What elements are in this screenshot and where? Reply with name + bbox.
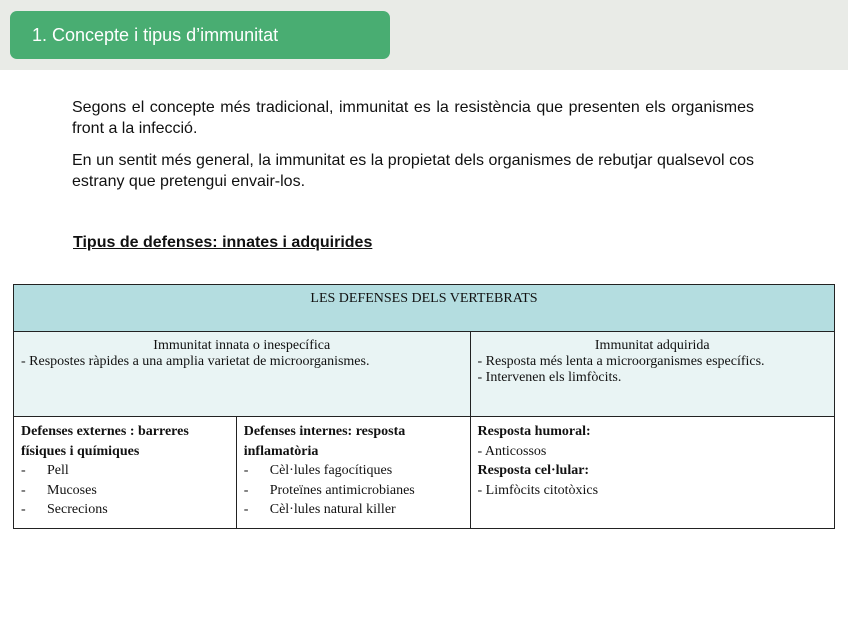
acquired-title: Immunitat adquirida bbox=[594, 338, 710, 353]
list-item: - Proteïnes antimicrobianes bbox=[244, 481, 470, 501]
innate-immunity-cell bbox=[14, 332, 471, 417]
subheading: Tipus de defenses: innates i adquirides bbox=[73, 234, 373, 251]
humoral-title: Resposta humoral: bbox=[477, 424, 591, 439]
cellular-title: Resposta cel·lular: bbox=[477, 463, 590, 478]
internal-list bbox=[244, 461, 470, 520]
list-item: - Cèl·lules fagocítiques bbox=[244, 461, 470, 481]
defenses-table bbox=[13, 284, 835, 529]
acquired-responses-cell bbox=[470, 417, 835, 529]
external-title: Defenses externes : barreres físiques i químiques bbox=[21, 424, 189, 459]
paragraph-definition: Segons el concepte més tradicional, immunitat es la resistència que presenten els organismes front a la infecció. bbox=[72, 99, 754, 137]
acquired-line-2: - Intervenen els limfòcits. bbox=[477, 370, 622, 385]
innate-line: - Respostes ràpides a una amplia varietat de microorganismes. bbox=[21, 354, 370, 369]
table-title: LES DEFENSES DELS VERTEBRATS bbox=[310, 291, 538, 306]
external-list bbox=[21, 461, 236, 520]
acquired-immunity-cell bbox=[470, 332, 835, 417]
internal-title: Defenses internes: resposta inflamatòria bbox=[243, 424, 406, 459]
internal-defenses-cell bbox=[236, 417, 470, 529]
list-item: - Mucoses bbox=[21, 481, 236, 501]
list-item: - Pell bbox=[21, 461, 236, 481]
list-item: - Secrecions bbox=[21, 500, 236, 520]
section-title: 1. Concepte i tipus d’immunitat bbox=[32, 25, 279, 45]
list-item: - Cèl·lules natural killer bbox=[244, 500, 470, 520]
external-defenses-cell bbox=[14, 417, 237, 529]
paragraph-general: En un sentit més general, la immunitat es la propietat dels organismes de rebutjar qualsevol cos estrany que pretengui envair-los. bbox=[72, 152, 754, 190]
table-title-cell bbox=[14, 285, 835, 332]
cellular-line: - Limfòcits citotòxics bbox=[477, 482, 599, 498]
section-title-banner bbox=[10, 11, 390, 59]
innate-title: Immunitat innata o inespecífica bbox=[153, 338, 331, 353]
humoral-line: - Anticossos bbox=[477, 443, 547, 459]
acquired-line-1: - Resposta més lenta a microorganismes específics. bbox=[477, 354, 765, 369]
